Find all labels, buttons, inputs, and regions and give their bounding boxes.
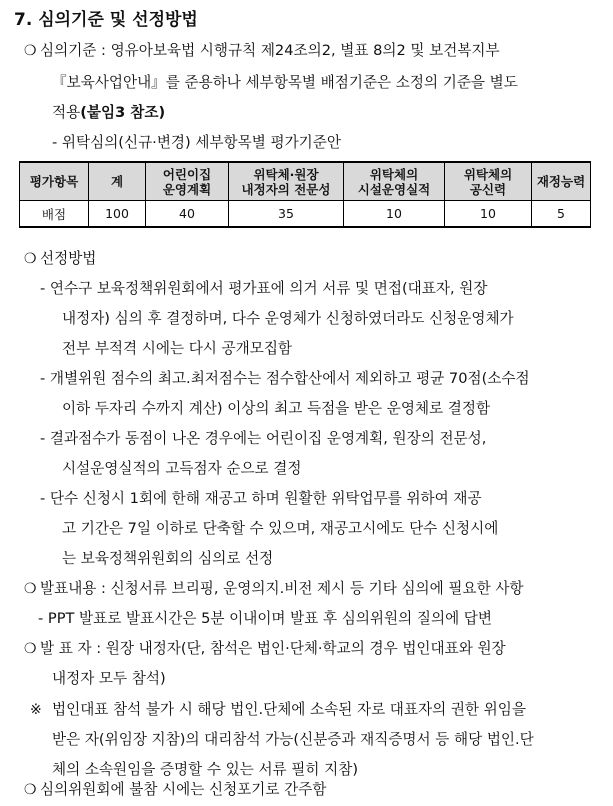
presentation-sub: - PPT 발표로 발표시간은 5분 이내이며 발표 후 심의위원의 질의에 답변 — [38, 610, 492, 627]
criteria-line-3: 적용(붙임3 참조) — [52, 104, 166, 121]
table-cell: 35 — [229, 201, 344, 228]
circle-bullet-icon: ❍ — [24, 782, 37, 798]
table-row — [20, 201, 591, 228]
criteria-line-1: ❍ 심의기준 : 영유아보육법 시행규칙 제24조의2, 별표 8의2 및 보건복지부 — [24, 42, 500, 59]
presentation-line: ❍ 발표내용 : 신청서류 브리핑, 운영의지.비전 제시 등 기타 심의에 필요한 사항 — [24, 580, 524, 597]
selection-item-4-line-1: - 단수 신청시 1회에 한해 재공고 하며 원활한 위탁업무를 위하여 재공 — [40, 490, 482, 507]
selection-heading: ❍ 선정방법 — [24, 250, 97, 267]
circle-bullet-icon: ❍ — [24, 43, 37, 59]
table-header-cell: 계 — [89, 162, 146, 201]
presenter-line-2: 내정자 모두 참석) — [52, 670, 166, 687]
circle-bullet-icon: ❍ — [24, 641, 37, 657]
selection-item-2-line-2: 이하 두자리 수까지 계산) 이상의 최고 득점을 받은 운영체로 결정함 — [62, 400, 491, 417]
table-header-cell: 재정능력 — [532, 162, 591, 201]
circle-bullet-icon: ❍ — [24, 581, 37, 597]
selection-item-1-line-3: 전부 부적격 시에는 다시 공개모집함 — [62, 340, 293, 357]
table-header-cell: 위탁체·원장 내정자의 전문성 — [229, 162, 344, 201]
evaluation-table — [19, 161, 591, 228]
criteria-line-2: 『보육사업안내』를 준용하나 세부항목별 배점기준은 소정의 기준을 별도 — [52, 74, 518, 91]
table-cell: 5 — [532, 201, 591, 228]
selection-item-4-line-3: 는 보육정책위원회의 심의로 선정 — [62, 550, 274, 567]
selection-item-1-line-2: 내정자) 심의 후 결정하며, 다수 운영체가 신청하였더라도 신청운영체가 — [62, 310, 514, 327]
note-line-3: 체의 소속원임을 증명할 수 있는 서류 필히 지참) — [52, 761, 359, 778]
table-header-cell: 어린이집 운영계획 — [146, 162, 229, 201]
table-header-cell: 평가항목 — [20, 162, 89, 201]
note-line-2: 받은 자(위임장 지참)의 대리참석 가능(신분증과 재직증명서 등 해당 법인.단 — [52, 731, 534, 748]
selection-item-3-line-2: 시설운영실적의 고득점자 순으로 결정 — [62, 460, 302, 477]
table-cell: 40 — [146, 201, 229, 228]
absence-line: ❍ 심의위원회에 불참 시에는 신청포기로 간주함 — [24, 781, 327, 798]
reference-mark-icon: ※ — [30, 702, 42, 718]
table-header-row — [20, 162, 591, 201]
appendix-reference: (붙임3 참조) — [80, 104, 166, 121]
table-header-cell: 위탁체의 시설운영실적 — [344, 162, 445, 201]
selection-item-1-line-1: - 연수구 보육정책위원회에서 평가표에 의거 서류 및 면접(대표자, 원장 — [40, 280, 488, 297]
criteria-sub-item: - 위탁심의(신규·변경) 세부항목별 평가기준안 — [52, 134, 341, 151]
presenter-line-1: ❍ 발 표 자 : 원장 내정자(단, 참석은 법인·단체·학교의 경우 법인대표와 원장 — [24, 640, 506, 657]
selection-item-2-line-1: - 개별위원 점수의 최고.최저점수는 점수합산에서 제외하고 평균 70점(소수점 — [40, 370, 530, 387]
table-header-cell: 위탁체의 공신력 — [445, 162, 532, 201]
table-cell: 100 — [89, 201, 146, 228]
note-line-1: ※ 법인대표 참석 불가 시 해당 법인.단체에 소속된 자로 대표자의 권한 위임을 — [30, 701, 526, 718]
selection-item-4-line-2: 고 기간은 7일 이하로 단축할 수 있으며, 재공고시에도 단수 신청시에 — [62, 520, 499, 537]
selection-item-3-line-1: - 결과점수가 동점이 나온 경우에는 어린이집 운영계획, 원장의 전문성, — [40, 430, 487, 447]
section-title: 7. 심의기준 및 선정방법 — [14, 10, 198, 30]
table-cell: 10 — [445, 201, 532, 228]
table-cell: 10 — [344, 201, 445, 228]
circle-bullet-icon: ❍ — [24, 251, 37, 267]
table-cell: 배점 — [20, 201, 89, 228]
